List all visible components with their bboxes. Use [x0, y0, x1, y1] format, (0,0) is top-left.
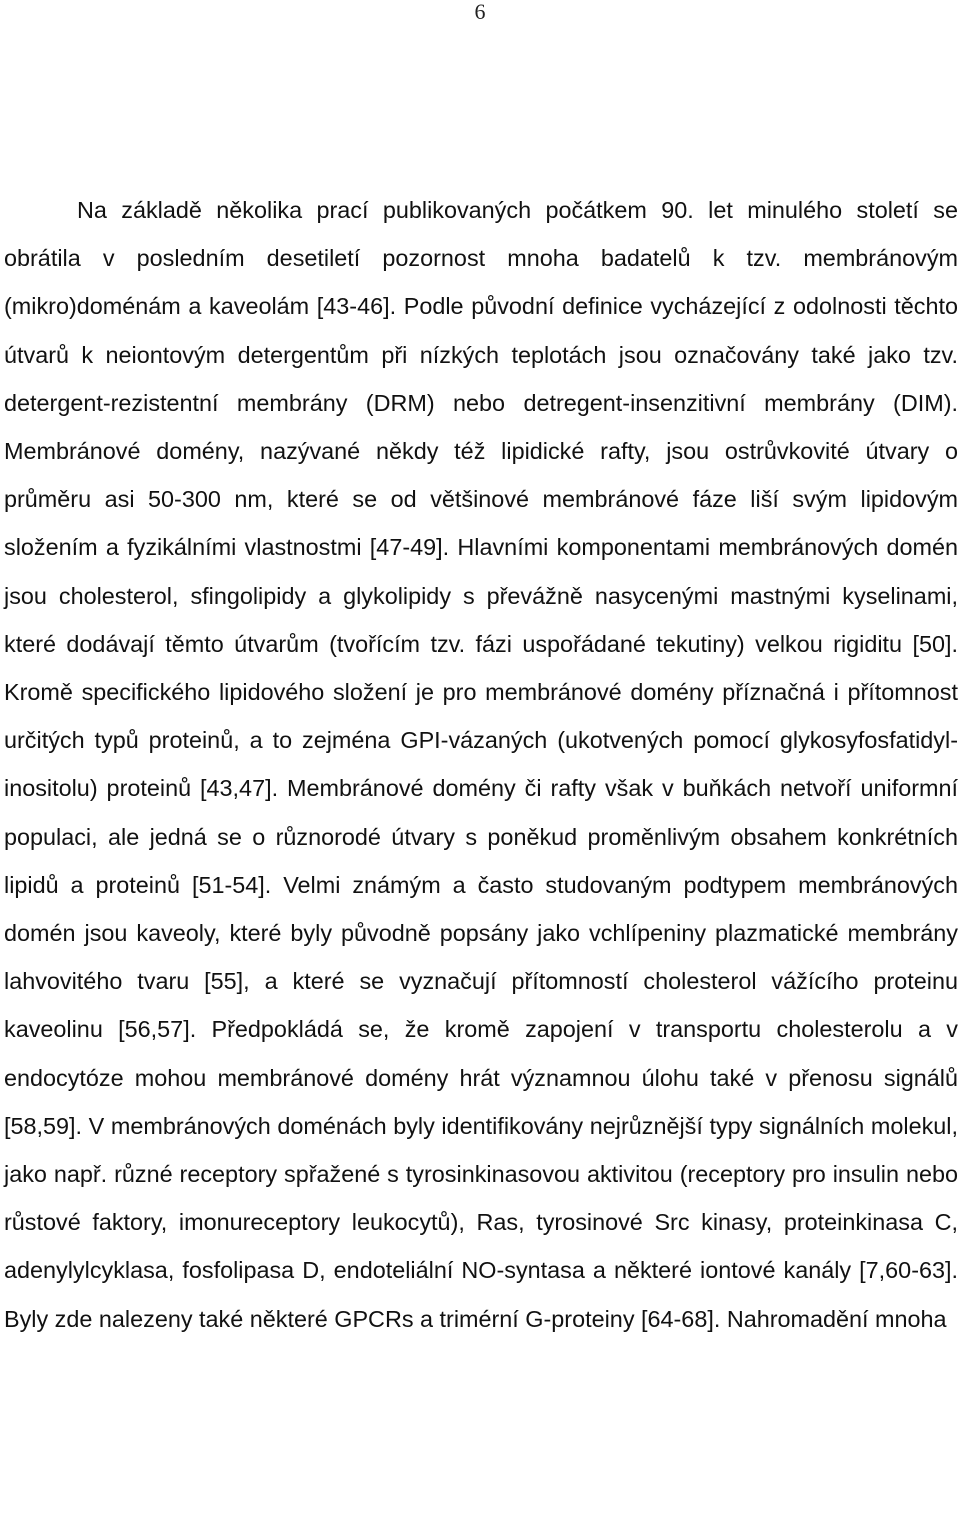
body-paragraph: Na základě několika prací publikovaných počátkem 90. let minulého století se obrátila v posledním desetiletí pozornost mnoha badatelů k tzv. membránovým (mikro)doménám a kaveolám [43-46]. Podle původní definice vycházející z odolnosti těchto útvarů k neiontovým detergentům při nízkých teplotách jsou označovány také jako tzv. detergent-rezistentní membrány (DRM) nebo detregent-insenzitivní membrány (DIM). Membránové domény, nazývané někdy též lipidické rafty, jsou ostrůvkovité útvary o průměru asi 50-300 nm, které se od většinové membránové fáze liší svým lipidovým složením a fyzikálními vlastnostmi [47-49]. Hlavními komponentami membránových domén jsou cholesterol, sfingolipidy a glykolipidy s převážně nasycenými mastnými kyselinami, které dodávají těmto útvarům (tvořícím tzv. fázi uspořádané tekutiny) velkou rigiditu [50]. Kromě specifického lipidového složení je pro membránové domény příznačná i přítomnost určitých typů proteinů, a to zejména GPI-vázaných (ukotvených pomocí glykosyfosfatidyl-inositolu) proteinů [43,47]. Membránové domény či rafty však v buňkách netvoří uniformní populaci, ale jedná se o různorodé útvary s poněkud proměnlivým obsahem konkrétních lipidů a proteinů [51-54]. Velmi známým a často studovaným podtypem membránových domén jsou kaveoly, které byly původně popsány jako vchlípeniny plazmatické membrány lahvovitého tvaru [55], a které se vyznačují přítomností cholesterol vážícího proteinu kaveolinu [56,57]. Předpokládá se, že kromě zapojení v transportu cholesterolu a v endocytóze mohou membránové domény hrát významnou úlohu také v přenosu signálů [58,59]. V membránových doménách byly identifikovány nejrůznější typy signálních molekul, jako např. různé receptory spřažené s tyrosinkinasovou aktivitou (receptory pro insulin nebo růstové faktory, imonureceptory leukocytů), Ras, tyrosinové Src kinasy, proteinkinasa C, adenylylcyklasa, fosfolipasa D, endoteliální NO-syntasa a některé iontové kanály [7,60-63]. Byly zde nalezeny také některé GPCRs a trimérní G-proteiny [64-68]. Nahromadění mnoha — [4, 197, 958, 1332]
page-number: 6 — [474, 0, 486, 24]
